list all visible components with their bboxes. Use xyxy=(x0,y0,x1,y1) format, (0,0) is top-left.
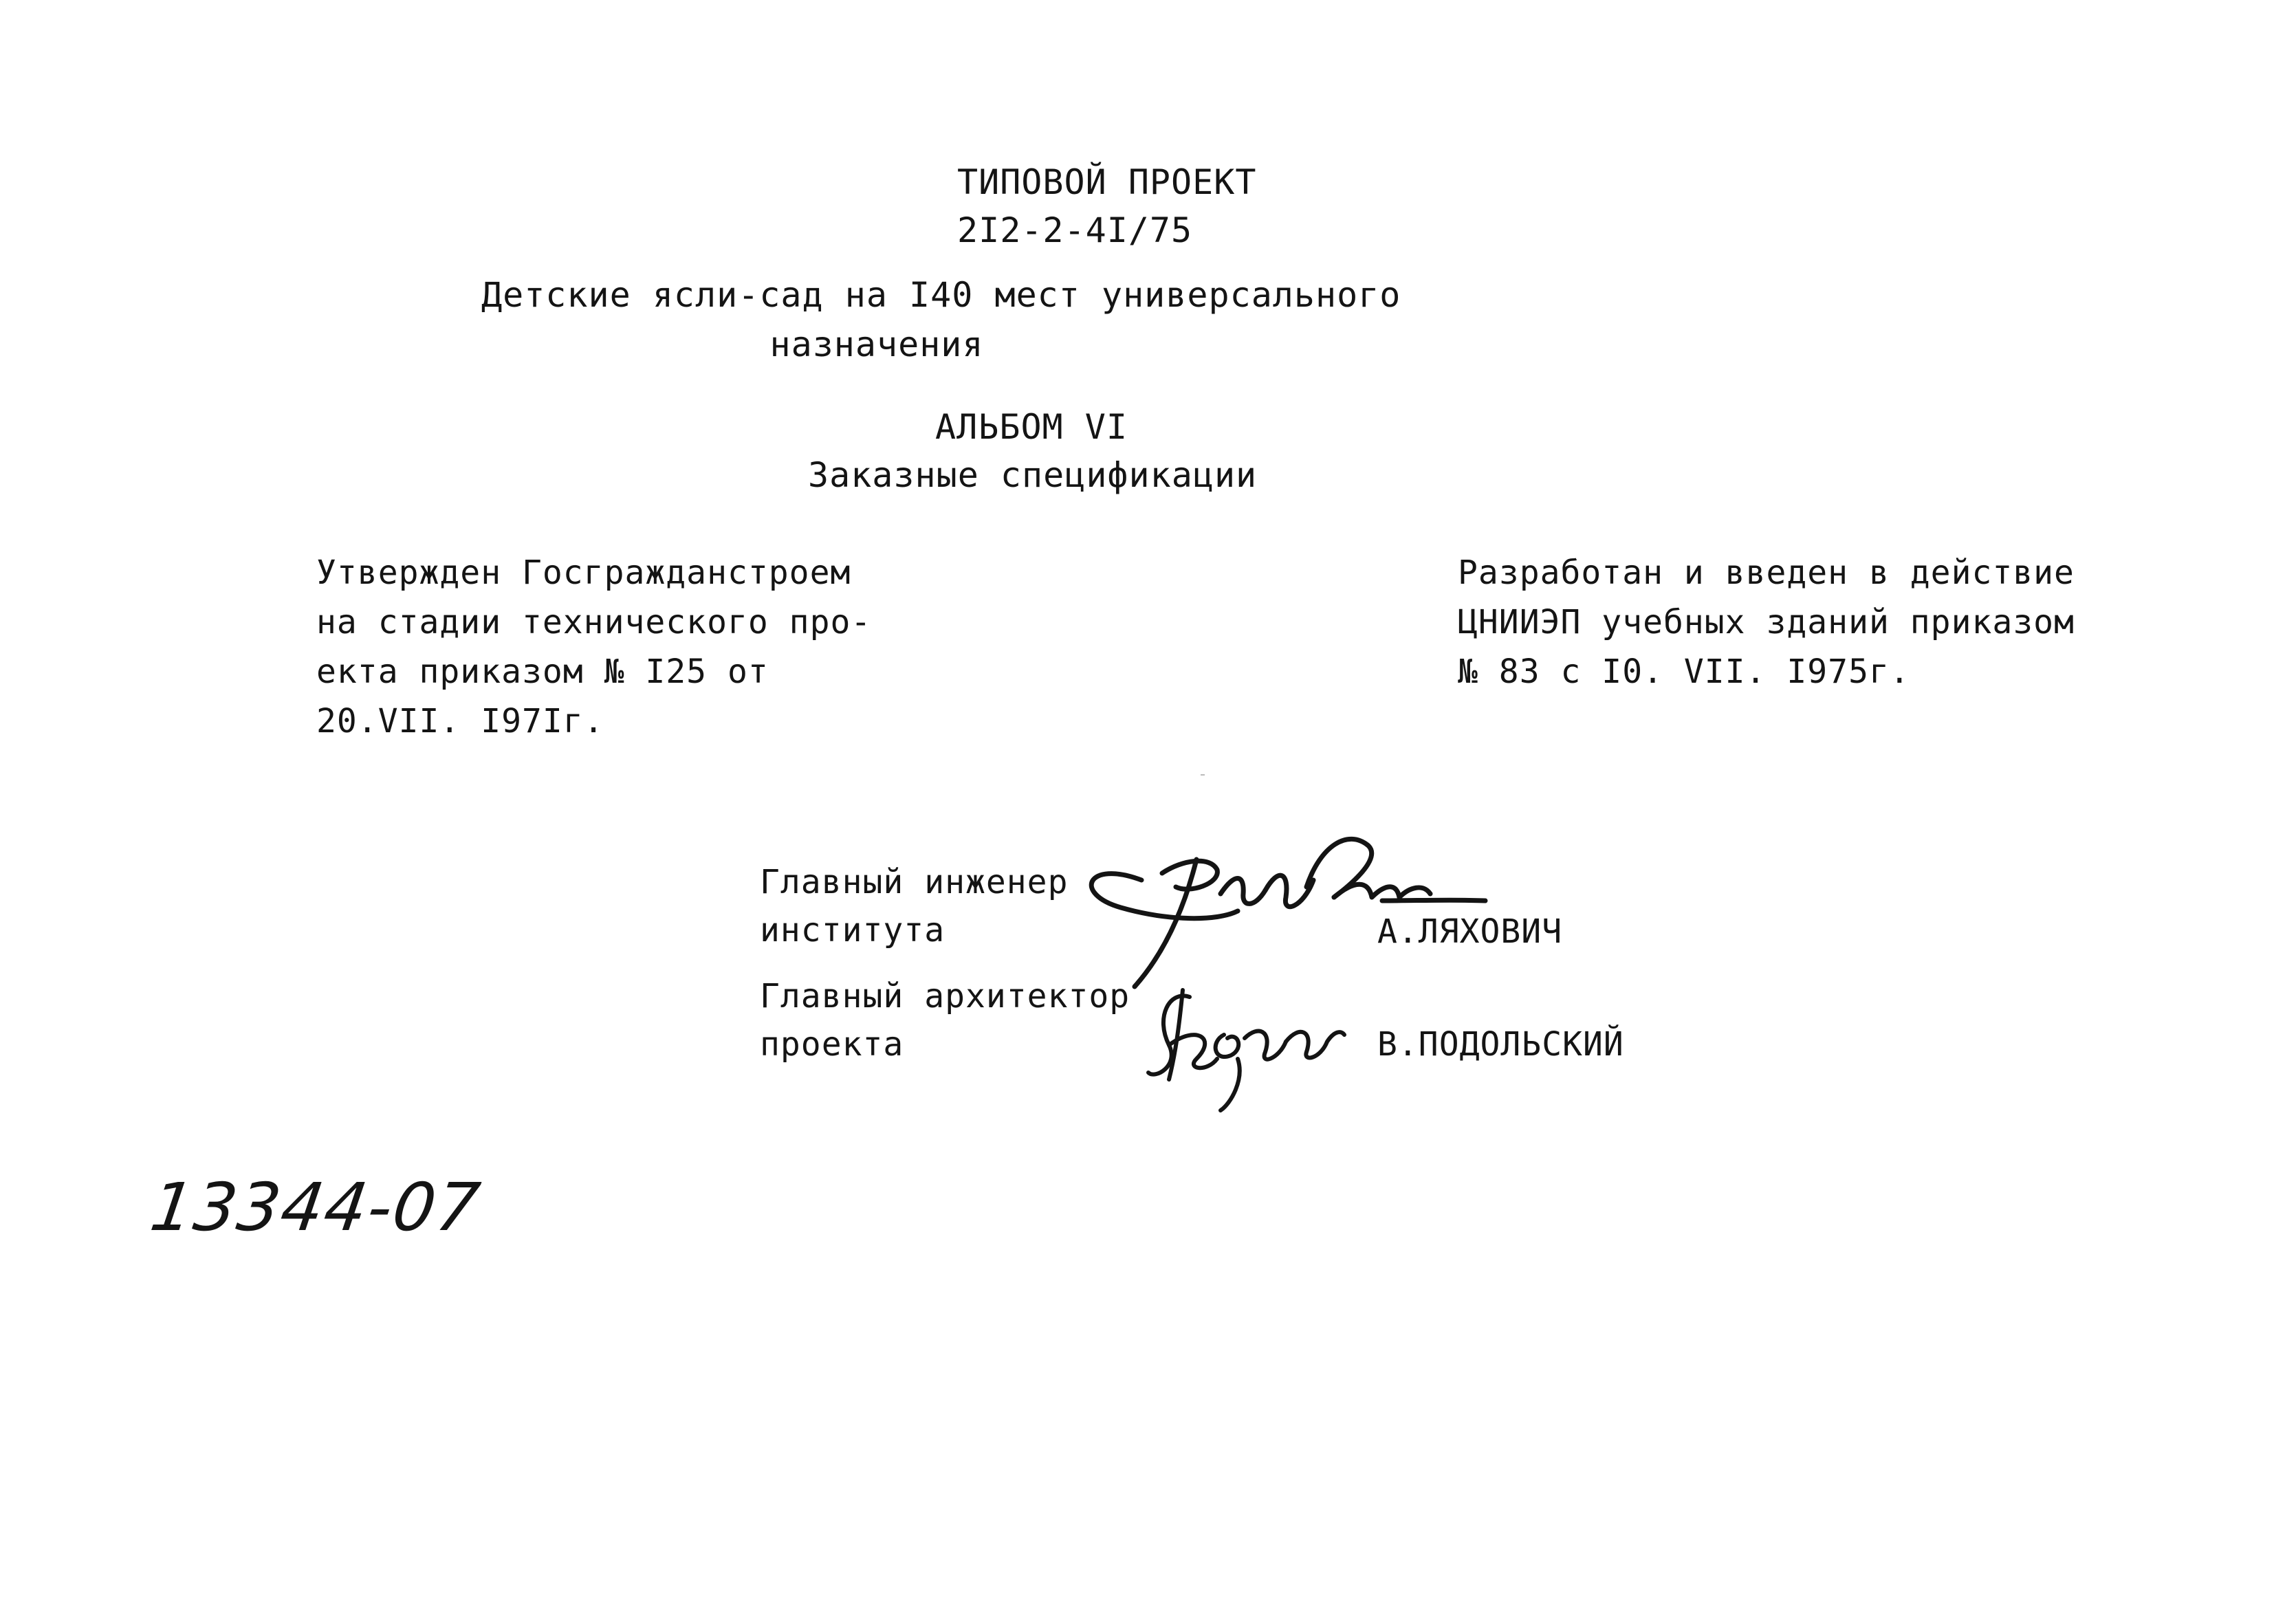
chief-architect-label-cont: проекта xyxy=(760,1025,904,1064)
project-type: ТИПОВОЙ ПРОЕКТ xyxy=(957,162,1257,202)
paper-speck xyxy=(1201,774,1205,776)
chief-engineer-label-cont: института xyxy=(760,911,945,950)
developed-line: ЦНИИЭП учебных зданий приказом xyxy=(1458,603,2075,641)
document-title-line1: Детские ясли-сад на I40 мест универсального xyxy=(481,275,1401,315)
project-number: 2I2-2-4I/75 xyxy=(957,210,1193,250)
chief-architect-signature xyxy=(1141,976,1348,1114)
chief-engineer-signature xyxy=(1059,832,1485,997)
approval-line: Утвержден Госгражданстроем xyxy=(316,553,851,592)
chief-engineer-label: Главный инженер xyxy=(760,863,1069,901)
developed-line: № 83 с I0. VII. I975г. xyxy=(1458,652,1910,691)
album-number: АЛЬБОМ VI xyxy=(935,407,1128,447)
chief-engineer-name: А.ЛЯХОВИЧ xyxy=(1377,912,1563,951)
approval-line: екта приказом № I25 от xyxy=(316,652,769,691)
chief-architect-name: В.ПОДОЛЬСКИЙ xyxy=(1377,1025,1624,1064)
chief-architect-label: Главный архитектор xyxy=(760,977,1130,1016)
album-subtitle: Заказные спецификации xyxy=(808,455,1258,495)
approval-line: на стадии технического про- xyxy=(316,603,872,641)
developed-line: Разработан и введен в действие xyxy=(1458,553,2075,592)
document-title-line2: назначения xyxy=(769,325,984,364)
approval-line: 20.VII. I97Iг. xyxy=(316,702,604,740)
inventory-number: 13344-07 xyxy=(146,1169,486,1246)
